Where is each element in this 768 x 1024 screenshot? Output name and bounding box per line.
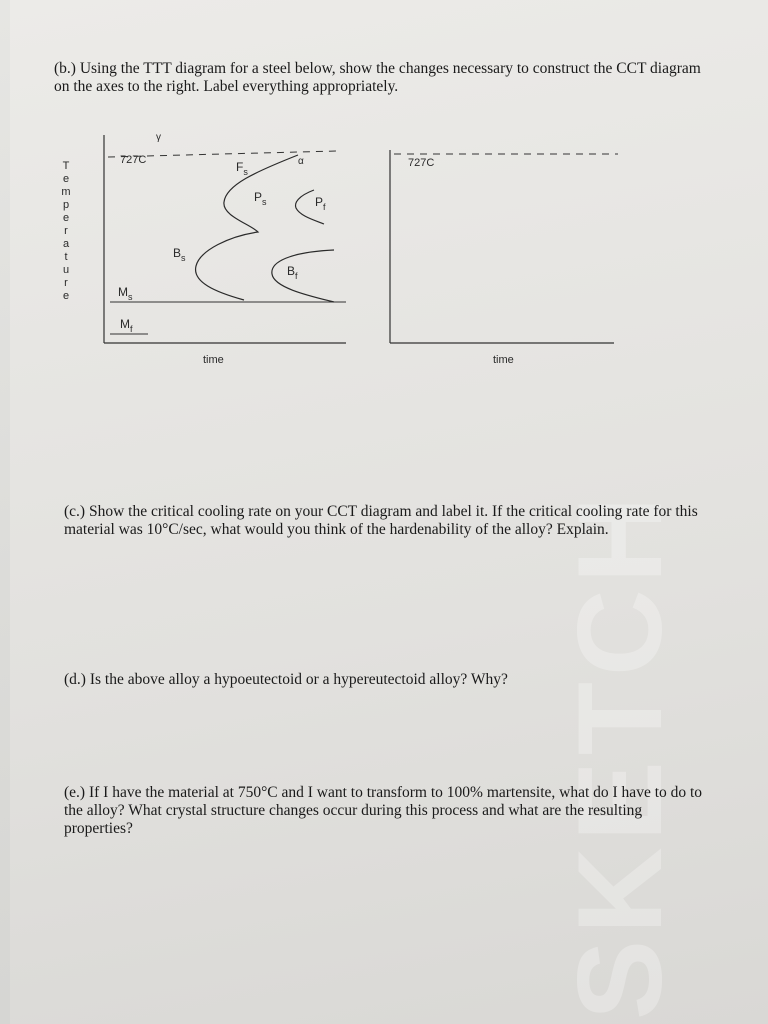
y-letter: e bbox=[62, 173, 70, 185]
y-letter: t bbox=[64, 251, 68, 263]
y-letter: r bbox=[64, 225, 68, 237]
ps-label: $P_s$ bbox=[254, 190, 267, 207]
y-letter: a bbox=[62, 238, 70, 250]
ttt-time-label: time bbox=[203, 354, 224, 366]
ttt-727c-label: 727C bbox=[120, 154, 147, 166]
cct-727c-label: 727C bbox=[408, 157, 435, 169]
y-letter: e bbox=[62, 212, 70, 224]
bf-curve bbox=[272, 250, 334, 302]
question-c: (c.) Show the critical cooling rate on your CCT diagram and label it. If the critical cooling rate for this material was 10°C/sec, what would you think of the hardenability of the alloy? Explain. bbox=[64, 503, 698, 538]
alpha-label: α bbox=[298, 156, 304, 167]
y-letter: m bbox=[61, 186, 71, 198]
cct-axes bbox=[390, 150, 618, 366]
y-letter: p bbox=[62, 199, 70, 211]
y-letter: u bbox=[62, 264, 70, 276]
y-letter: T bbox=[62, 160, 70, 172]
question-b: (b.) Using the TTT diagram for a steel below, show the changes necessary to construct the CCT diagram on the axes to the right. Label everything appropriately. bbox=[54, 60, 701, 95]
mf-label: $M_f$ bbox=[120, 317, 133, 334]
question-d: (d.) Is the above alloy a hypoeutectoid or a hypereutectoid alloy? Why? bbox=[64, 671, 508, 688]
bf-label: $B_f$ bbox=[287, 264, 298, 281]
sketch-watermark: SKETCH bbox=[553, 490, 687, 1020]
diagrams bbox=[0, 0, 768, 420]
ttt-diagram bbox=[104, 132, 346, 366]
ms-label: $M_s$ bbox=[118, 285, 133, 302]
y-letter: e bbox=[62, 290, 70, 302]
cct-time-label: time bbox=[493, 354, 514, 366]
gamma-label: γ bbox=[156, 132, 161, 143]
pf-label: $P_f$ bbox=[315, 195, 326, 212]
question-e: (e.) If I have the material at 750°C and I want to transform to 100% martensite, what do I have to do to the alloy? What crystal structure changes occur during this process and what are the resulting properties? bbox=[64, 784, 703, 837]
ttt-y-axis-label bbox=[61, 160, 70, 302]
fs-label: $F_s$ bbox=[236, 160, 248, 177]
y-letter: r bbox=[64, 277, 68, 289]
bs-label: $B_s$ bbox=[173, 246, 186, 263]
